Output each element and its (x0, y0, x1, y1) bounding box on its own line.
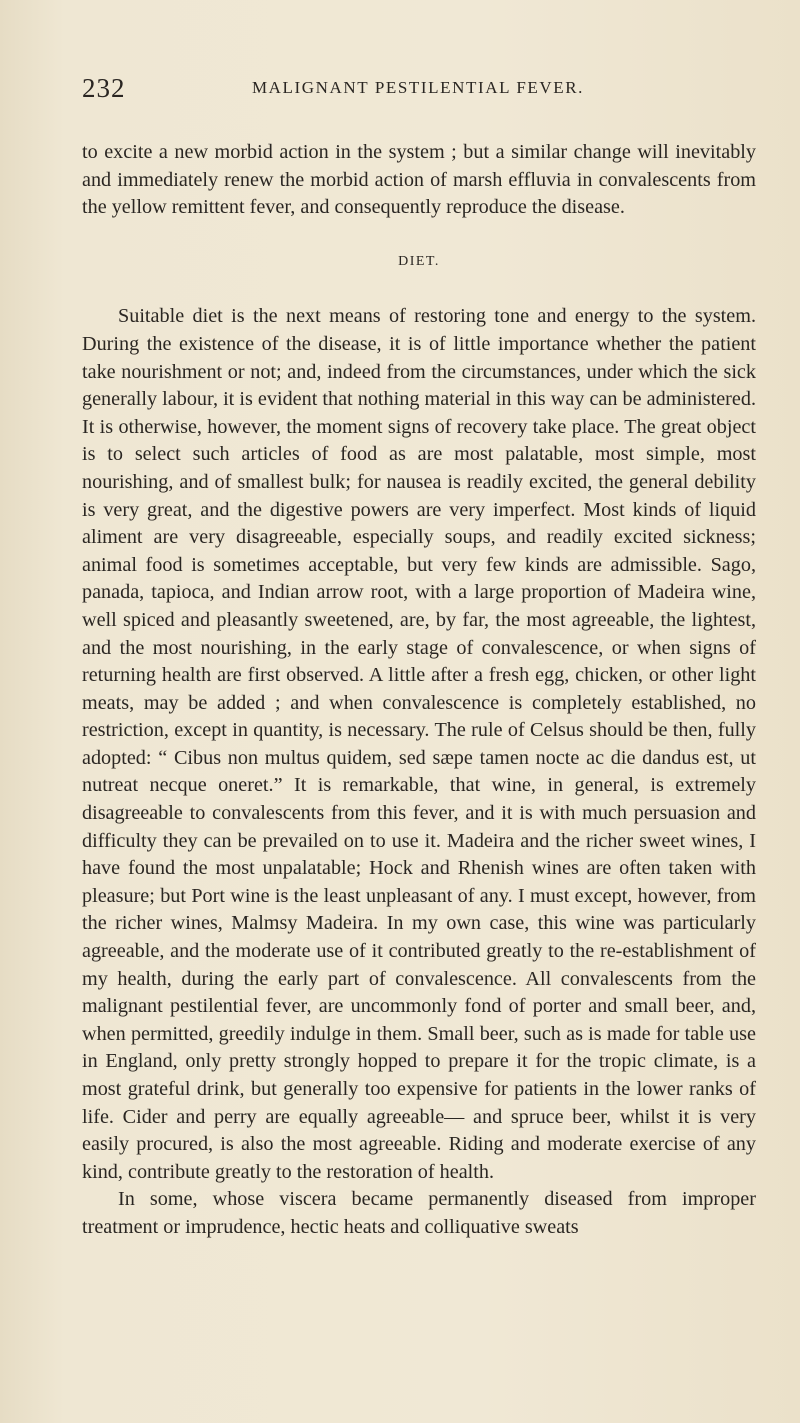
body-text (82, 139, 756, 1242)
page-header (82, 73, 754, 103)
paragraph-final: In some, whose viscera became permanently diseased from improper treatment or imprudence, hectic heats and colliquative sweats (82, 1188, 756, 1238)
running-head: MALIGNANT PESTILENTIAL FEVER. (251, 78, 585, 97)
paragraph-continuation: to excite a new morbid action in the system ; but a similar change will inevitably and immediately renew the morbid action of marsh effluvia in convalescents from the yellow remittent fever, and consequently reproduce the disease. (82, 141, 756, 219)
section-heading-diet: DIET. (398, 253, 440, 269)
page-number: 232 (82, 73, 126, 103)
paragraph-diet: Suitable diet is the next means of restoring tone and energy to the system. During the existence of the disease, it is of little importance whether the patient take nourishment or not; and, indeed from the circumstances, under which the sick generally labour, it is evident that nothing material in this way can be administered. It is otherwise, however, the moment signs of recovery take place. The great object is to select such articles of food as are most palatable, most simple, most nourishing, and of smallest bulk; for nausea is readily excited, the general debility is very great, and the digestive powers are very imperfect. Most kinds of liquid aliment are very disagreeable, especially soups, and readily excited sickness; animal food is sometimes acceptable, but very few kinds are admissible. Sago, panada, tapioca, and Indian arrow root, with a large proportion of Madeira wine, well spiced and pleasantly sweetened, are, by far, the most agreeable, the lightest, and the most nourishing, in the early stage of convalescence, or when signs of returning health are first observed. A little after a fresh egg, chicken, or other light meats, may be added ; and when convalescence is completely established, no restriction, except in quantity, is necessary. The rule of Celsus should be then, fully adopted: “ Cibus non multus quidem, sed sæpe tamen nocte ac die dandus est, ut nutreat necque oneret.” It is remarkable, that wine, in general, is extremely disagreeable to convalescents from this fever, and it is with much persuasion and difficulty they can be prevailed on to use it. Madeira and the richer sweet wines, I have found the most unpalatable; Hock and Rhenish wines are often taken with pleasure; but Port wine is the least unpleasant of any. I must except, however, from the richer wines, Malmsy Madeira. In my own case, this wine was particularly agreeable, and the moderate use of it contributed greatly to the re-establishment of my health, during the early part of convalescence. All convalescents from the malignant pestilential fever, are uncommonly fond of porter and small beer, and, when permitted, greedily indulge in them. Small beer, such as is made for table use in England, only pretty strongly hopped to prepare it for the tropic climate, is a most grateful drink, but generally too expensive for patients in the lower ranks of life. Cider and perry are equally agreeable— and spruce beer, whilst it is very easily procured, is also the most agreeable. Riding and moderate exercise of any kind, contribute greatly to the restoration of health. (82, 305, 756, 1183)
